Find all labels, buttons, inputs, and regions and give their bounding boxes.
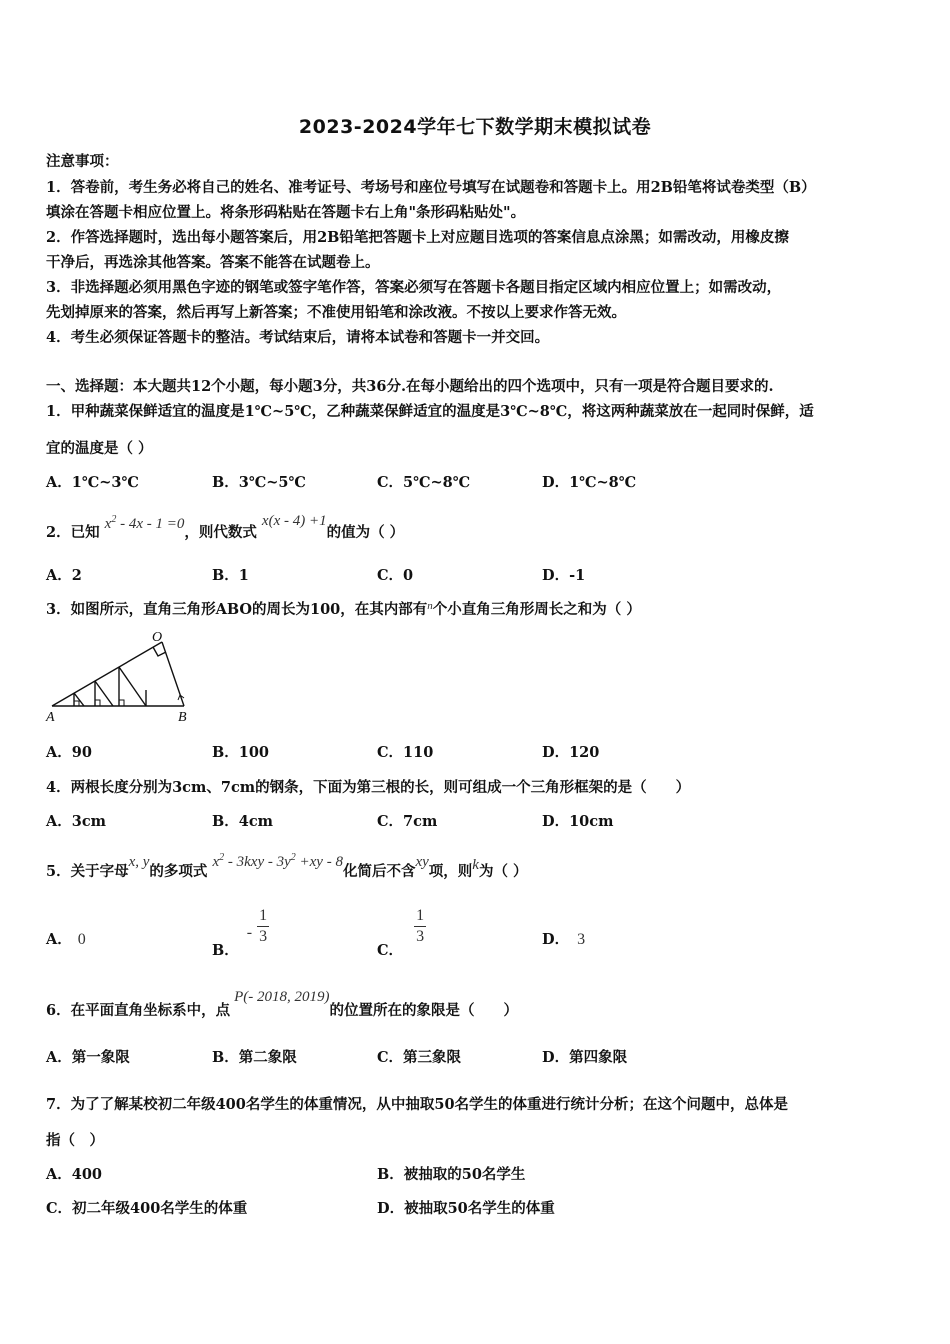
- q7-option-c[interactable]: C．初二年级400名学生的体重: [46, 1200, 248, 1217]
- q4-option-b[interactable]: B．4cm: [212, 813, 274, 830]
- q3-label-a: A: [46, 710, 55, 725]
- q2-option-a[interactable]: A．2: [46, 567, 82, 584]
- q1-option-a[interactable]: A．1℃~3℃: [46, 474, 139, 491]
- q3-text: 3．如图所示，直角三角形ABO的周长为100，在其内部有$^n$个小直角三角形周长之和为（ ）: [46, 600, 641, 618]
- q6-text: 6．在平面直角坐标系中，点P(- 2018, 2019)的位置所在的象限是（ ）: [46, 989, 518, 1019]
- q5-option-b[interactable]: B．- $\frac{1}{3}$: [212, 907, 268, 959]
- notice-line: 4．考生必须保证答题卡的整洁。考试结束后，请将本试卷和答题卡一并交回。: [46, 329, 550, 346]
- q6-option-c[interactable]: C．第三象限: [377, 1049, 462, 1066]
- q3-triangle-figure: [44, 628, 194, 726]
- q2-text: [46, 513, 906, 543]
- q4-option-a[interactable]: A．3cm: [46, 813, 107, 830]
- notice-line: 1．答卷前，考生务必将自己的姓名、准考证号、考场号和座位号填写在试题卷和答题卡上。用2B铅笔将试卷类型（B）: [46, 179, 816, 196]
- q2-option-d[interactable]: D．-1: [542, 567, 586, 584]
- q3-label-o: O: [152, 630, 163, 645]
- q5-k: k: [472, 857, 479, 873]
- notice-line: 2．作答选择题时，选出每小题答案后，用2B铅笔把答题卡上对应题目选项的答案信息点涂黑；如需改动，用橡皮擦: [46, 229, 789, 246]
- q5-option-c[interactable]: C． $\frac{1}{3}$: [377, 907, 425, 959]
- q4-option-d[interactable]: D．10cm: [542, 813, 614, 830]
- q5-vars: x, y: [128, 854, 150, 870]
- q6-point: P(- 2018, 2019): [234, 989, 330, 1005]
- q5-option-d[interactable]: D． 3: [542, 931, 586, 948]
- q7-option-b[interactable]: B．被抽取的50名学生: [377, 1166, 526, 1183]
- q1-text: 宜的温度是（ ）: [46, 440, 153, 457]
- q5-option-a[interactable]: A． 0: [46, 931, 86, 948]
- q1-option-d[interactable]: D．1℃~8℃: [542, 474, 637, 491]
- notice-heading: 注意事项：: [46, 153, 119, 170]
- notice-line: 干净后，再选涂其他答案。答案不能答在试题卷上。: [46, 254, 380, 271]
- notice-line: 3．非选择题必须用黑色字迹的钢笔或签字笔作答，答案必须写在答题卡各题目指定区域内相应位置上；如需改动，: [46, 279, 782, 296]
- q4-option-c[interactable]: C．7cm: [377, 813, 438, 830]
- q2-expression: x(x - 4) +1: [261, 513, 327, 529]
- q3-option-c[interactable]: C．110: [377, 744, 434, 761]
- q2-option-c[interactable]: C．0: [377, 567, 414, 584]
- q3-option-d[interactable]: D．120: [542, 744, 600, 761]
- q2-suffix: 的值为（ ）: [326, 524, 405, 541]
- q2-prefix: 2．已知: [46, 524, 100, 541]
- q7-option-a[interactable]: A．400: [46, 1166, 103, 1183]
- q1-text: 1．甲种蔬菜保鲜适宜的温度是1℃~5℃，乙种蔬菜保鲜适宜的温度是3℃~8℃，将这两种蔬菜放在一起同时保鲜，适: [46, 403, 814, 420]
- q2-equation: $x^2 - 4x - 1 =0$: [104, 514, 185, 532]
- q5-text: 5．关于字母x, y的多项式 $x^2 - 3kxy - 3y^2 +xy - 8$化简后不含xy项，则k为（ ）: [46, 852, 528, 880]
- q6-option-b[interactable]: B．第二象限: [212, 1049, 297, 1066]
- q3-option-a[interactable]: A．90: [46, 744, 92, 761]
- notice-line: 先划掉原来的答案，然后再写上新答案；不准使用铅笔和涂改液。不按以上要求作答无效。: [46, 304, 626, 321]
- q7-text: 7．为了了解某校初二年级400名学生的体重情况，从中抽取50名学生的体重进行统计分析；在这个问题中，总体是: [46, 1096, 789, 1113]
- q2-mid: ，则代数式: [184, 524, 257, 541]
- q2-option-b[interactable]: B．1: [212, 567, 249, 584]
- q1-option-b[interactable]: B．3℃~5℃: [212, 474, 306, 491]
- q4-text: 4．两根长度分别为3cm、7cm的钢条，下面为第三根的长，则可组成一个三角形框架的是（ ）: [46, 779, 691, 796]
- q6-option-a[interactable]: A．第一象限: [46, 1049, 130, 1066]
- q1-option-c[interactable]: C．5℃~8℃: [377, 474, 471, 491]
- section-heading: 一、选择题：本大题共12个小题，每小题3分，共36分.在每小题给出的四个选项中，只有一项是符合题目要求的.: [46, 378, 774, 395]
- q3-option-b[interactable]: B．100: [212, 744, 270, 761]
- q5-term: xy: [415, 854, 429, 870]
- q3-label-b: B: [178, 710, 187, 725]
- page-title: 2023-2024学年七下数学期末模拟试卷: [298, 116, 652, 138]
- q5-polynomial: $x^2 - 3kxy - 3y^2 +xy - 8$: [212, 852, 343, 870]
- notice-line: 填涂在答题卡相应位置上。将条形码粘贴在答题卡右上角"条形码粘贴处"。: [46, 204, 526, 221]
- q7-text: 指（ ）: [46, 1132, 104, 1149]
- q7-option-d[interactable]: D．被抽取50名学生的体重: [377, 1200, 555, 1217]
- q3-var: n: [427, 600, 433, 612]
- q6-option-d[interactable]: D．第四象限: [542, 1049, 628, 1066]
